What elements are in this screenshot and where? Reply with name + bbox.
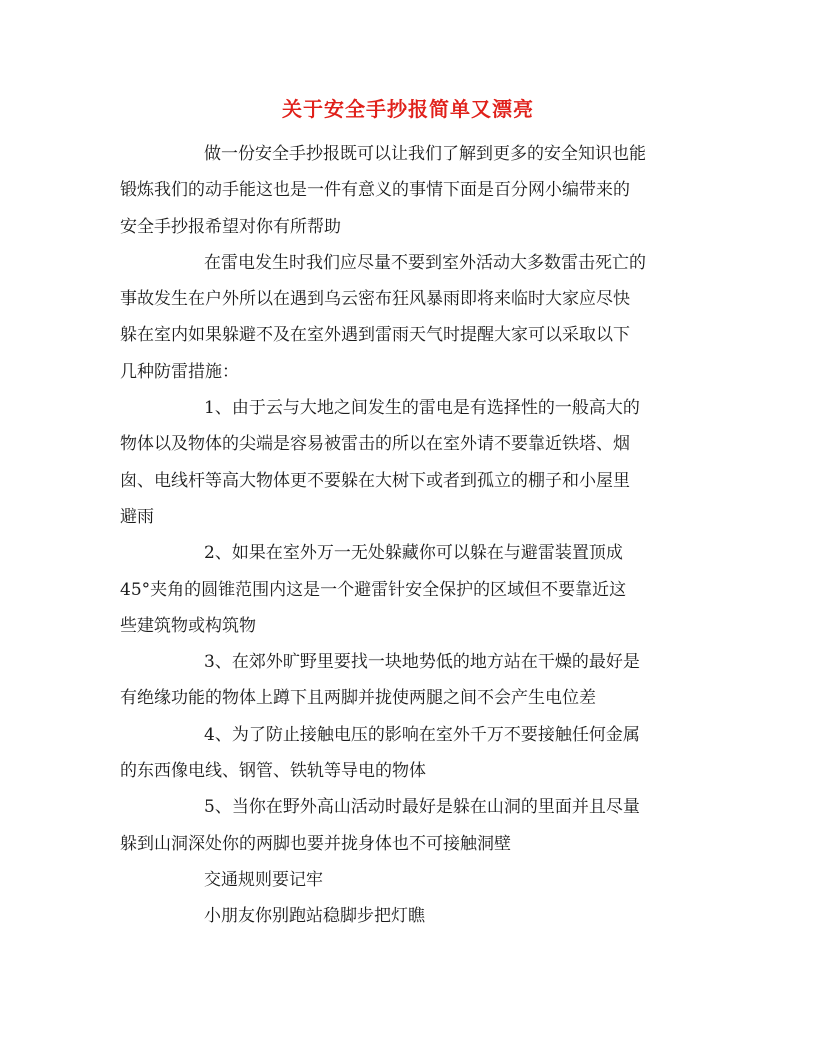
paragraph-line: 4、为了防止接触电压的影响在室外千万不要接触任何金属	[204, 724, 640, 745]
paragraph	[120, 644, 700, 717]
paragraph-line: 躲到山洞深处你的两脚也要并拢身体也不可接触洞壁	[120, 833, 511, 854]
paragraph-line: 物体以及物体的尖端是容易被雷击的所以在室外请不要靠近铁塔、烟	[120, 434, 630, 455]
paragraph-line: 躲在室内如果躲避不及在室外遇到雷雨天气时提醒大家可以采取以下	[120, 325, 630, 346]
paragraph-line: 45°夹角的圆锥范围内这是一个避雷针安全保护的区域但不要靠近这	[120, 579, 627, 600]
paragraph	[120, 898, 700, 934]
paragraph	[120, 862, 700, 898]
paragraph-line: 事故发生在户外所以在遇到乌云密布狂风暴雨即将来临时大家应尽快	[120, 289, 630, 310]
paragraph-line: 有绝缘功能的物体上蹲下且两脚并拢使两腿之间不会产生电位差	[120, 688, 596, 709]
body-text	[120, 136, 700, 935]
paragraph-line: 5、当你在野外高山活动时最好是躲在山洞的里面并且尽量	[204, 797, 640, 818]
paragraph-line: 几种防雷措施：	[120, 361, 239, 382]
paragraph	[120, 245, 700, 390]
paragraph-line: 1、由于云与大地之间发生的雷电是有选择性的一般高大的	[204, 398, 640, 419]
paragraph-line: 避雨	[120, 506, 154, 527]
paragraph-line: 小朋友你别跑站稳脚步把灯瞧	[204, 906, 425, 927]
paragraph-line: 在雷电发生时我们应尽量不要到室外活动大多数雷击死亡的	[204, 252, 646, 273]
paragraph-line: 做一份安全手抄报既可以让我们了解到更多的安全知识也能	[204, 144, 646, 164]
paragraph	[120, 535, 700, 644]
paragraph-line: 的东西像电线、钢管、铁轨等导电的物体	[120, 761, 426, 782]
paragraph-line: 些建筑物或构筑物	[120, 615, 256, 636]
paragraph	[120, 390, 700, 535]
paragraph	[120, 136, 700, 245]
paragraph-line: 3、在郊外旷野里要找一块地势低的地方站在干燥的最好是	[204, 652, 640, 673]
paragraph-line: 囱、电线杆等高大物体更不要躲在大树下或者到孤立的棚子和小屋里	[120, 470, 630, 491]
paragraph-line: 安全手抄报希望对你有所帮助	[120, 216, 341, 237]
paragraph-line: 锻炼我们的动手能这也是一件有意义的事情下面是百分网小编带来的	[120, 180, 630, 201]
paragraph-line: 2、如果在室外万一无处躲藏你可以躲在与避雷装置顶成	[204, 543, 623, 564]
paragraph	[120, 717, 700, 790]
page-title: 关于安全手抄报简单又漂亮	[282, 97, 534, 121]
paragraph	[120, 789, 700, 862]
paragraph-line: 交通规则要记牢	[204, 869, 323, 890]
